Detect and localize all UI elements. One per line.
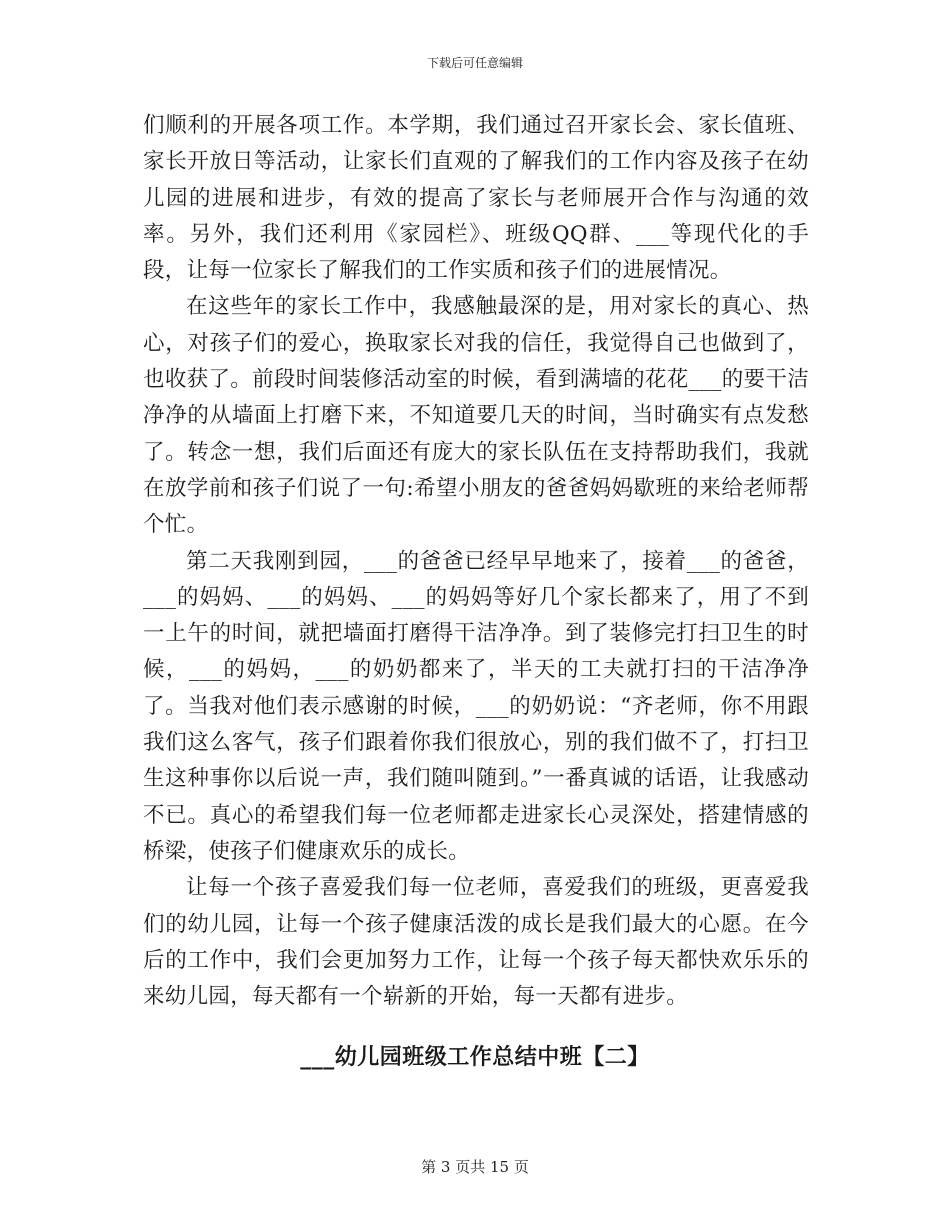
header-note: 下载后可任意编辑 — [426, 56, 523, 70]
page-number: 第 3 页共 15 页 — [421, 1158, 529, 1176]
paragraph-3: 第二天我刚到园，___的爸爸已经早早地来了，接着___的爸爸，___的妈妈、___的妈妈、___的妈妈等好几个家长都来了，用了不到一上午的时间，就把墙面打磨得干洁净净。到了装修完打扫卫生的时候，___的妈妈，___的奶奶都来了，半天的工夫就打扫的干洁净净了。当我对他们表示感谢的时候，___的奶奶说：“齐老师，你不用跟我们这么客气，孩子们跟着你我们很放心，别的我们做不了，打扫卫生这种事你以后说一声，我们随叫随到。”一番真诚的话语，让我感动不已。真心的希望我们每一位老师都走进家长心灵深处，搭建情感的桥梁，使孩子们健康欢乐的成长。 — [143, 548, 809, 864]
paragraph-1: 们顺利的开展各项工作。本学期，我们通过召开家长会、家长值班、家长开放日等活动，让家长们直观的了解我们的工作内容及孩子在幼儿园的进展和进步，有效的提高了家长与老师展开合作与沟通的效率。另外，我们还利用《家园栏》、班级QQ群、___等现代化的手段，让每一位家长了解我们的工作实质和孩子们的进展情况。 — [143, 113, 809, 284]
document-body — [143, 108, 809, 1015]
paragraph-4: 让每一个孩子喜爱我们每一位老师，喜爱我们的班级，更喜爱我们的幼儿园，让每一个孩子健康活泼的成长是我们最大的心愿。在今后的工作中，我们会更加努力工作，让每一个孩子每天都快欢乐乐的来幼儿园，每天都有一个崭新的开始，每一天都有进步。 — [143, 875, 809, 1010]
section-title: ___幼儿园班级工作总结中班【二】 — [300, 1045, 650, 1070]
paragraph-2: 在这些年的家长工作中，我感触最深的是，用对家长的真心、热心，对孩子们的爱心，换取家长对我的信任，我觉得自己也做到了，也收获了。前段时间装修活动室的时候，看到满墙的花花___的要干洁净净的从墙面上打磨下来，不知道要几天的时间，当时确实有点发愁了。转念一想，我们后面还有庞大的家长队伍在支持帮助我们，我就在放学前和孩子们说了一句:希望小朋友的爸爸妈妈歇班的来给老师帮个忙。 — [143, 294, 809, 538]
